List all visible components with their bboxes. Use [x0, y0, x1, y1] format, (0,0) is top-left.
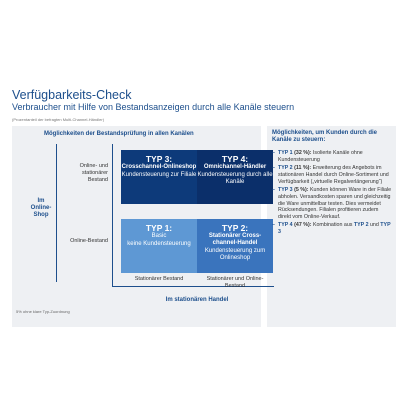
box-typ2: [197, 219, 273, 273]
col-right-label: Stationärer und Online-Bestand: [206, 276, 264, 289]
box-typ4-name: Omnichannel-Händler: [203, 164, 267, 170]
type-item-3-typ: TYP 3: [278, 186, 293, 193]
type-item-4-text: Kombination aus: [311, 222, 354, 229]
type-item-1-pct: (32 %):: [294, 150, 312, 156]
box-typ2-title: TYP 2:: [221, 223, 249, 233]
box-typ1-title: TYP 1:: [145, 223, 173, 233]
row-top-label: Online- und stationärer Bestand: [79, 163, 108, 183]
type-item-4-typ-c: TYP 3: [278, 222, 391, 236]
box-typ1-name: Basic: [151, 233, 167, 239]
box-typ4: [197, 150, 273, 204]
page-note: (Prozentanteil der befragten Multi-Channel-Händler): [12, 117, 105, 122]
footnote: 5% ohne klare Typ-Zuordnung: [16, 309, 70, 314]
type-item-2-text: Erweiterung des Angebots im stationären Handel durch Online-Sortiment und Verfügbarkeit („virtuelle Regalverlängerung“): [278, 165, 389, 185]
type-item-1: [272, 150, 392, 164]
type-item-4-pct: (47 %):: [294, 222, 312, 229]
col-left-label: Stationärer Bestand: [134, 276, 184, 282]
dash-icon: –: [272, 222, 275, 229]
type-item-4: [272, 222, 392, 236]
axis-x-label: Im stationären Handel: [165, 297, 229, 303]
box-typ1-desc: keine Kundensteuerung: [127, 241, 191, 247]
type-item-3: [272, 187, 392, 221]
row-bottom-label: Online-Bestand: [70, 238, 108, 244]
box-typ3-title: TYP 3:: [145, 154, 173, 164]
box-typ1: [121, 219, 197, 273]
type-item-4-text-b: und: [368, 222, 381, 229]
dash-icon: –: [272, 186, 275, 193]
box-typ4-title: TYP 4:: [221, 154, 249, 164]
dash-icon: –: [272, 165, 275, 172]
axis-row-divider: [112, 144, 113, 286]
type-item-2-typ: TYP 2: [278, 165, 293, 172]
box-typ2-desc: Kundensteuerung zum Onlineshop: [204, 248, 266, 261]
page-title: Verfügbarkeits-Check: [12, 88, 132, 102]
type-item-1-text: Isolierte Kanäle ohne Kundensteuerung: [278, 150, 363, 163]
box-typ2-name: Stationärer Cross-channel-Handel: [208, 233, 262, 246]
type-item-2-pct: (11 %):: [294, 165, 312, 172]
type-item-1-typ: TYP 1: [278, 150, 293, 156]
axis-y-line: [56, 144, 57, 282]
types-heading: Möglichkeiten, um Kunden durch die Kanäle zu steuern:: [272, 130, 378, 143]
type-item-3-pct: (5 %):: [294, 186, 309, 193]
dash-icon: –: [272, 150, 275, 156]
type-item-2: [272, 165, 392, 185]
box-typ4-desc: Kundensteuerung durch alle Kanäle: [197, 172, 273, 185]
page-subtitle: Verbraucher mit Hilfe von Bestandsanzeigen durch alle Kanäle steuern: [12, 102, 295, 112]
box-typ3-name: Crosschannel-Onlineshop: [121, 164, 197, 170]
matrix-heading: Möglichkeiten der Bestandsprüfung in allen Kanälen: [44, 131, 194, 137]
type-item-3-text: Kunden können Ware in der Filiale abholen. Versandkosten sparen und gleichzeitig die Ware unmittelbar testen. Dies vermeidet Rücksendungen. Filialen profitieren zudem direkt vom Online-Verkauf.: [278, 186, 392, 221]
box-typ3: [121, 150, 197, 204]
types-list: [272, 150, 392, 238]
box-typ3-desc: Kundensteuerung zur Filiale: [121, 172, 197, 178]
type-item-4-typ: TYP 4: [278, 222, 293, 229]
axis-y-label: Im Online-Shop: [30, 198, 52, 218]
type-item-4-typ-b: TYP 2: [353, 222, 369, 229]
